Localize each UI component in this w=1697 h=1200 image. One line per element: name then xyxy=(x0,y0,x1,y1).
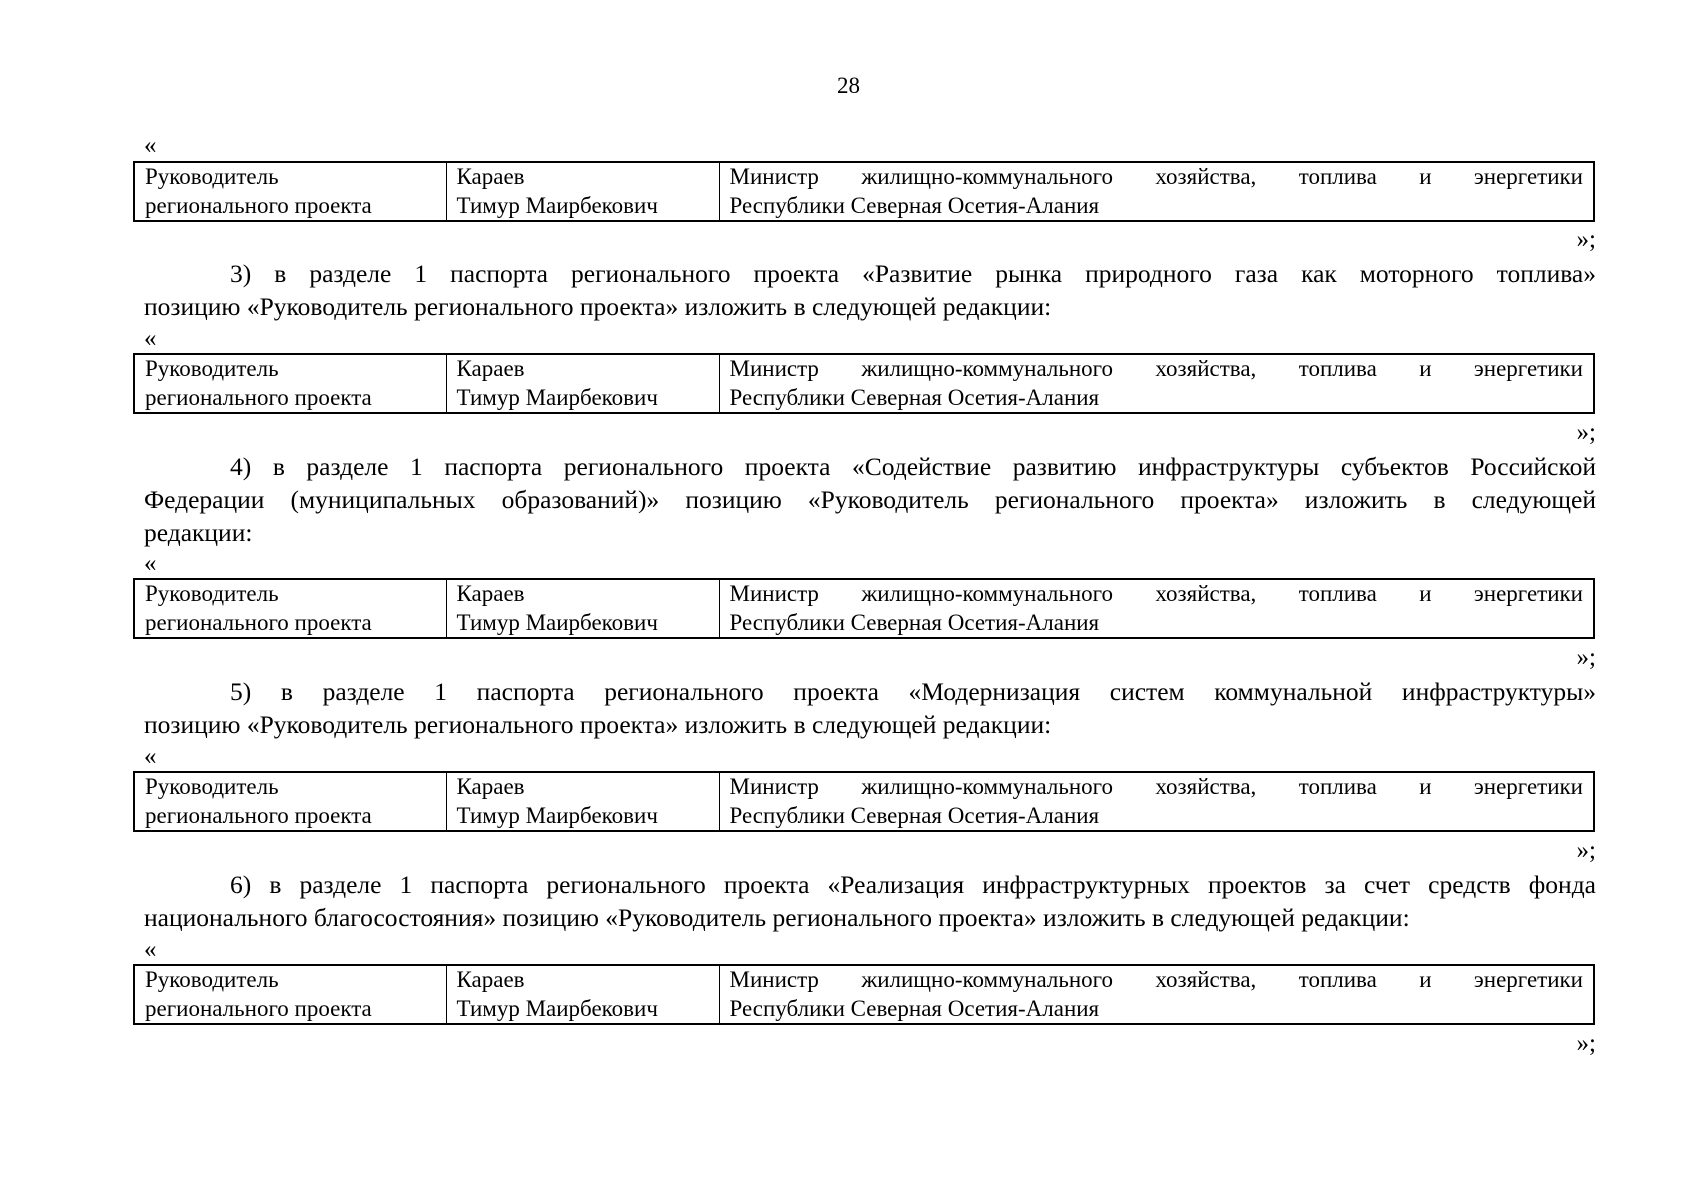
paragraph-line: 3) в разделе 1 паспорта регионального проекта «Развитие рынка природного газа как моторного топлива» xyxy=(230,259,1596,288)
role-line-1: Руководитель xyxy=(145,774,279,799)
given-names: Тимур Маирбекович xyxy=(456,384,658,410)
role-cell xyxy=(134,772,446,831)
position-line-1: Министр жилищно-коммунального хозяйства, топлива и энергетики xyxy=(729,356,1583,381)
position-line-2: Республики Северная Осетия-Алания xyxy=(729,609,1100,635)
position-line-1: Министр жилищно-коммунального хозяйства, топлива и энергетики xyxy=(729,774,1583,799)
name-cell xyxy=(446,772,719,831)
surname: Караев xyxy=(456,581,525,606)
surname: Караев xyxy=(456,967,525,992)
position-cell xyxy=(719,772,1594,831)
paragraph-line: редакции: xyxy=(144,518,253,547)
paragraph-item-5 xyxy=(144,675,1596,741)
position-line-1: Министр жилищно-коммунального хозяйства, топлива и энергетики xyxy=(729,967,1583,992)
position-cell xyxy=(719,162,1594,221)
opening-quote: « xyxy=(144,936,157,963)
role-line-1: Руководитель xyxy=(145,164,279,189)
role-line-2: регионального проекта xyxy=(145,995,372,1021)
position-line-1: Министр жилищно-коммунального хозяйства, топлива и энергетики xyxy=(729,164,1583,189)
position-cell xyxy=(719,579,1594,638)
paragraph-line: национального благосостояния» позицию «Руководитель регионального проекта» изложить в следующей редакции: xyxy=(144,903,1410,932)
paragraph-line: Федерации (муниципальных образований)» позицию «Руководитель регионального проекта» изложить в следующей xyxy=(144,485,1596,514)
position-cell xyxy=(719,354,1594,413)
paragraph-item-6 xyxy=(144,868,1596,934)
position-line-2: Республики Северная Осетия-Алания xyxy=(729,384,1100,410)
position-line-2: Республики Северная Осетия-Алания xyxy=(729,802,1100,828)
leader-table xyxy=(133,161,1595,222)
name-cell xyxy=(446,354,719,413)
role-line-1: Руководитель xyxy=(145,581,279,606)
paragraph-line: 4) в разделе 1 паспорта регионального проекта «Содействие развитию инфраструктуры субъектов Российской xyxy=(230,452,1596,481)
name-cell xyxy=(446,579,719,638)
closing-quote: »; xyxy=(1576,644,1596,671)
name-cell xyxy=(446,162,719,221)
name-cell xyxy=(446,965,719,1024)
table-row xyxy=(134,354,1594,413)
given-names: Тимур Маирбекович xyxy=(456,802,658,828)
role-line-2: регионального проекта xyxy=(145,609,372,635)
surname: Караев xyxy=(456,164,525,189)
given-names: Тимур Маирбекович xyxy=(456,995,658,1021)
paragraph-line: позицию «Руководитель регионального проекта» изложить в следующей редакции: xyxy=(144,710,1052,739)
closing-quote: »; xyxy=(1576,837,1596,864)
role-line-2: регионального проекта xyxy=(145,802,372,828)
leader-table xyxy=(133,578,1595,639)
paragraph-line: 6) в разделе 1 паспорта регионального проекта «Реализация инфраструктурных проектов за счет средств фонда xyxy=(230,870,1596,899)
paragraph-line: позицию «Руководитель регионального проекта» изложить в следующей редакции: xyxy=(144,292,1052,321)
leader-table xyxy=(133,353,1595,414)
paragraph-item-4 xyxy=(144,450,1596,549)
closing-quote: »; xyxy=(1576,1030,1596,1057)
leader-table xyxy=(133,964,1595,1025)
table-row xyxy=(134,579,1594,638)
paragraph-item-3 xyxy=(144,257,1596,323)
leader-table xyxy=(133,771,1595,832)
opening-quote: « xyxy=(144,550,157,577)
position-line-2: Республики Северная Осетия-Алания xyxy=(729,995,1100,1021)
opening-quote: « xyxy=(144,325,157,352)
given-names: Тимур Маирбекович xyxy=(456,192,658,218)
role-cell xyxy=(134,354,446,413)
table-row xyxy=(134,162,1594,221)
page-number: 28 xyxy=(837,73,860,98)
position-cell xyxy=(719,965,1594,1024)
role-cell xyxy=(134,162,446,221)
surname: Караев xyxy=(456,774,525,799)
role-line-2: регионального проекта xyxy=(145,192,372,218)
role-line-1: Руководитель xyxy=(145,356,279,381)
paragraph-line: 5) в разделе 1 паспорта регионального проекта «Модернизация систем коммунальной инфраструктуры» xyxy=(230,677,1596,706)
closing-quote: »; xyxy=(1576,226,1596,253)
opening-quote: « xyxy=(144,132,157,159)
position-line-1: Министр жилищно-коммунального хозяйства, топлива и энергетики xyxy=(729,581,1583,606)
role-line-2: регионального проекта xyxy=(145,384,372,410)
closing-quote: »; xyxy=(1576,419,1596,446)
role-cell xyxy=(134,965,446,1024)
role-cell xyxy=(134,579,446,638)
position-line-2: Республики Северная Осетия-Алания xyxy=(729,192,1100,218)
table-row xyxy=(134,772,1594,831)
given-names: Тимур Маирбекович xyxy=(456,609,658,635)
surname: Караев xyxy=(456,356,525,381)
opening-quote: « xyxy=(144,743,157,770)
table-row xyxy=(134,965,1594,1024)
role-line-1: Руководитель xyxy=(145,967,279,992)
